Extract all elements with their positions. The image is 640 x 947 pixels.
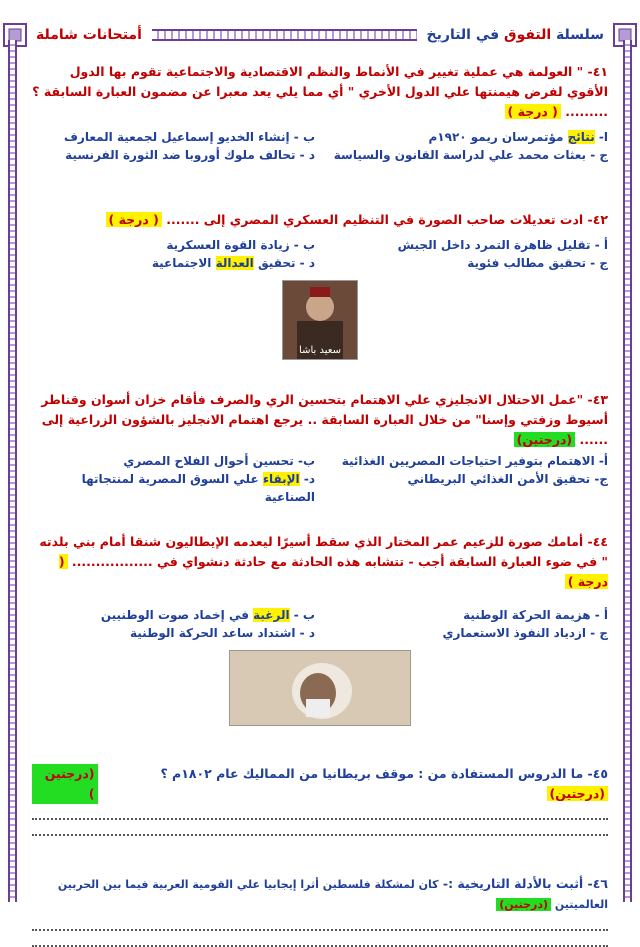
option-a[interactable]: أ - تقليل ظاهرة التمرد داخل الجيش: [397, 238, 608, 252]
answer-line[interactable]: [32, 820, 608, 836]
question-42: ٤٢- ادت تعديلات صاحب الصورة في التنظيم العسكري المصري إلى ....... ( درجة ) أ - تقليل ظاهرة التمرد داخل الجيش ب - زيادة القوة العسكرية ج - تحقيق مطالب فئوية د - تحقيق العدالة الاجتماعية سعيد باشا: [32, 210, 608, 360]
questions: [32, 62, 608, 947]
grade-badge: (درجتين ): [32, 764, 98, 804]
answer-line[interactable]: [32, 931, 608, 947]
answer-line[interactable]: [32, 915, 608, 931]
option-b[interactable]: ب - إنشاء الخديو إسماعيل لجمعية المعارف: [63, 130, 315, 144]
option-d[interactable]: د - تحالف ملوك أوروبا ضد الثورة الفرنسية: [65, 148, 315, 162]
exams-title: أمتحانات شاملة: [36, 27, 142, 43]
said-pasha-photo: [282, 280, 358, 360]
option-b[interactable]: ب - الرغبة في إخماد صوت الوطنيين: [100, 608, 315, 622]
photo-caption: سعيد باشا: [299, 345, 341, 356]
option-b[interactable]: ب- تحسين أحوال الفلاح المصري: [123, 454, 315, 468]
option-b[interactable]: ب - زيادة القوة العسكرية: [166, 238, 315, 252]
option-d[interactable]: د- الإبقاء علي السوق المصرية لمنتجاتها الصناعية: [81, 472, 315, 504]
question-45: ٤٥- ما الدروس المستفادة من : موقف بريطانيا من المماليك عام ١٨٠٢م ؟ (درجتين) (درجتين ): [32, 764, 608, 836]
question-43: ٤٣- "عمل الاحتلال الانجليزي علي الاهتمام بتحسين الري والصرف فأقام خزان أسوان وقناطر أسيوط وزفتي وإسنا" من خلال العبارة السابقة .. يرجع اهتمام الانجليز بالشؤون الزراعية إلى ...... (درجتين) أ- الاهتمام بتوفير احتياجات المصريين الغذائية ب- تحسين أحوال الفلاح المصري ج- تحقيق الأمن الغذائي البريطاني د- الإبقاء علي السوق المصرية لمنتجاتها الصناعية: [32, 390, 608, 506]
header-divider: [152, 29, 417, 41]
option-c[interactable]: ج - تحقيق مطالب فئوية: [467, 256, 608, 270]
omar-mukhtar-photo: [229, 650, 411, 726]
option-d[interactable]: د - اشتداد ساعد الحركة الوطنية: [130, 626, 315, 640]
option-a[interactable]: أ- الاهتمام بتوفير احتياجات المصريين الغذائية: [341, 454, 608, 468]
page-header: [36, 22, 604, 48]
option-c[interactable]: ج- تحقيق الأمن الغذائي البريطاني: [407, 472, 608, 486]
option-d[interactable]: د - تحقيق العدالة الاجتماعية: [151, 256, 315, 270]
question-41: ٤١- " العولمة هي عملية تغيير في الأنماط والنظم الاقتصادية والاجتماعية تقوم بها الدول الأقوي لفرض هيمنتها علي الدول الأخري " أي مما يلي يعد معبرا عن مضمون العبارة السابقة ؟ ......... ( درجة ) ا- نتائج مؤتمرسان ريمو ١٩٢٠م ب - إنشاء الخديو إسماعيل لجمعية المعارف ج - بعثات محمد علي لدراسة القانون والسياسة د - تحالف ملوك أوروبا ضد الثورة الفرنسية: [32, 64, 608, 162]
series-title: سلسلة التفوق في التاريخ: [426, 27, 604, 43]
answer-line[interactable]: [32, 804, 608, 820]
option-a[interactable]: ا- نتائج مؤتمرسان ريمو ١٩٢٠م: [428, 130, 608, 144]
question-44: ٤٤- أمامك صورة للزعيم عمر المختار الذي سقط أسيرًا ليعدمه الإيطاليون شنقا أمام بني بلدته " في ضوء العبارة السابقة أجب - تتشابه هذه الحادثة مع حادثة دنشواي في ................. ( درجة ) أ - هزيمة الحركة الوطنية ب - الرغبة في إخماد صوت الوطنيين ج - ازدياد النفوذ الاستعماري د - اشتداد ساعد الحركة الوطنية: [32, 532, 608, 726]
question-46: ٤٦- أثبت بالأدلة التاريخية :- كان لمشكلة فلسطين أثرا إيجابيا علي القومية العربية فيما بين الحربين العالميتين (درجتين): [32, 874, 608, 947]
option-c[interactable]: ج - ازدياد النفوذ الاستعماري: [442, 626, 608, 640]
option-a[interactable]: أ - هزيمة الحركة الوطنية: [463, 608, 608, 622]
page-border-left: [8, 40, 17, 902]
page-border-right: [623, 40, 632, 902]
option-c[interactable]: ج - بعثات محمد علي لدراسة القانون والسياسة: [333, 148, 608, 162]
